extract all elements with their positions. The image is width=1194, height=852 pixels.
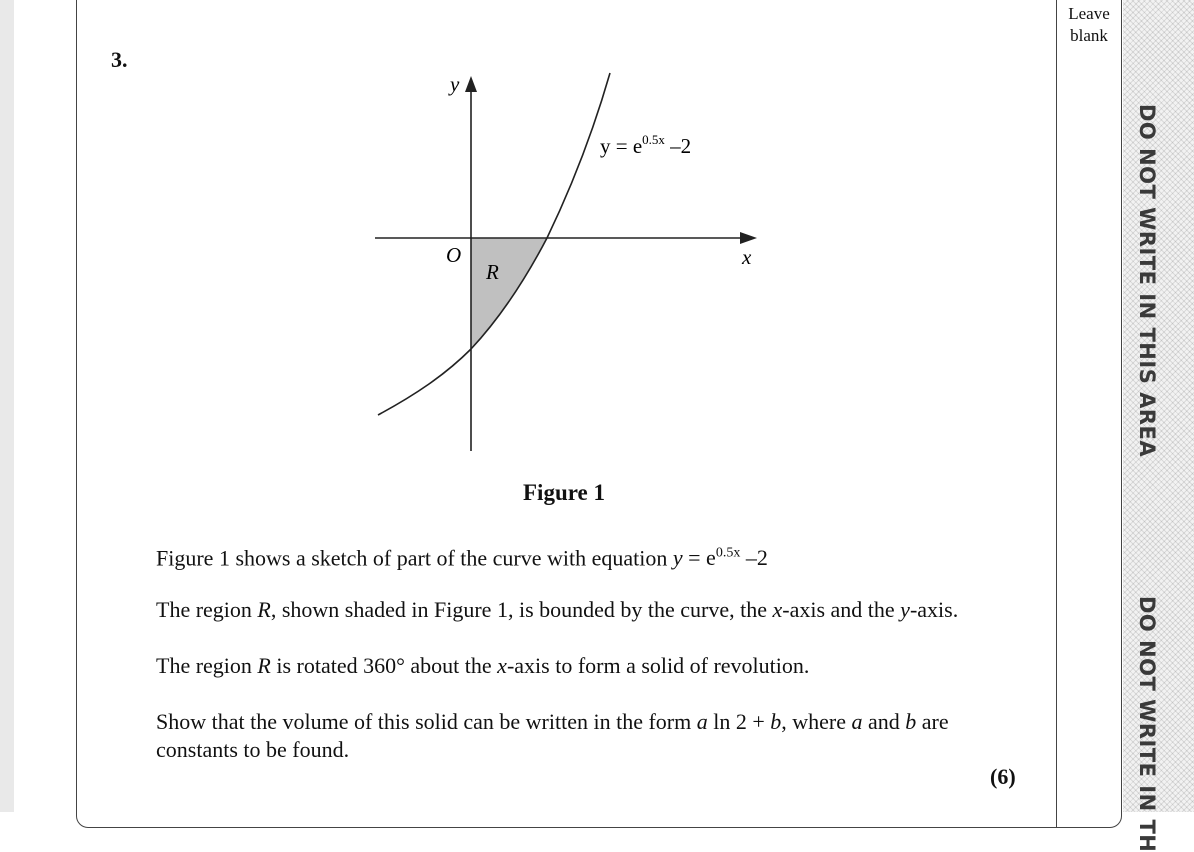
text-run: Figure 1 shows a sketch of part of the curve with equation	[156, 545, 673, 571]
region-label: R	[486, 260, 499, 284]
origin-label: O	[446, 243, 462, 267]
do-not-write-warning-cut: DO NOT WRITE IN TH	[1135, 596, 1159, 852]
text-run: = e	[682, 545, 716, 571]
axis-x-label: x	[742, 245, 752, 269]
text-run: and	[862, 709, 906, 734]
paragraph-figure-description	[156, 540, 1036, 572]
text-run: , where	[781, 709, 852, 734]
marks-label: (6)	[990, 764, 1016, 789]
inline-equation	[673, 545, 768, 570]
do-not-write-warning: DO NOT WRITE IN THIS AREA	[1135, 104, 1159, 458]
var-a: a	[851, 709, 863, 734]
var-b: b	[905, 709, 917, 734]
text-run: , shown shaded in Figure 1, is bounded by the curve, the	[270, 597, 773, 622]
figure-caption: Figure 1	[523, 480, 605, 505]
region-r-shading	[471, 238, 547, 349]
curve-label-rhs: –2	[664, 134, 692, 158]
question-number: 3.	[111, 47, 128, 72]
curve-equation-label	[600, 132, 691, 158]
var-r: R	[257, 653, 271, 678]
text-run: -axis.	[909, 597, 959, 622]
paragraph-task	[156, 708, 1036, 764]
text-run: The region	[156, 597, 258, 622]
figure-1-sketch	[0, 0, 1056, 470]
leave-blank-label	[1056, 3, 1122, 47]
y-axis-arrow	[465, 76, 477, 92]
var-y: y	[672, 545, 683, 571]
text-run: -axis to form a solid of revolution.	[506, 653, 810, 678]
axis-y-label: y	[450, 72, 460, 96]
text-run: –2	[740, 545, 768, 571]
exponent: 0.5x	[715, 546, 741, 561]
text-run: The region	[156, 653, 258, 678]
var-b: b	[770, 709, 782, 734]
text-run: is rotated 360° about the	[270, 653, 498, 678]
curve-label-lhs: y = e	[600, 134, 643, 158]
paragraph-rotation	[156, 652, 1036, 680]
text-run: Show that the volume of this solid can be written in the form	[156, 709, 697, 734]
x-axis-arrow	[740, 232, 757, 244]
curve-label-exp: 0.5x	[642, 132, 665, 147]
text-run: ln 2 +	[707, 709, 771, 734]
var-a: a	[696, 709, 708, 734]
var-x: x	[497, 653, 507, 678]
paragraph-region-bounds	[156, 596, 1036, 624]
leave-label-line2: blank	[1070, 26, 1108, 45]
leave-label-line1: Leave	[1068, 4, 1110, 23]
text-run: are constants to be found.	[156, 709, 949, 762]
var-y: y	[900, 597, 910, 622]
text-run: -axis and the	[782, 597, 901, 622]
var-r: R	[257, 597, 271, 622]
leave-blank-column	[1056, 0, 1122, 828]
var-x: x	[772, 597, 783, 622]
